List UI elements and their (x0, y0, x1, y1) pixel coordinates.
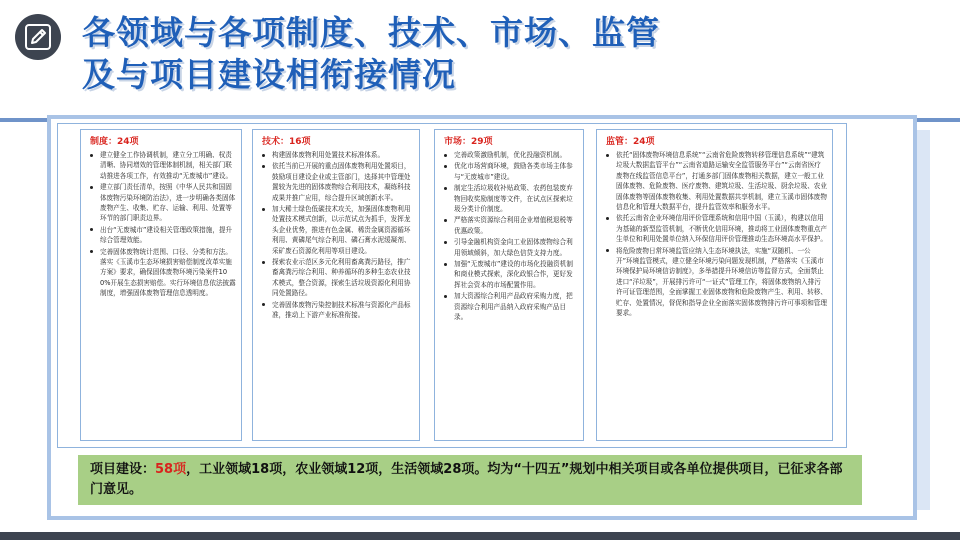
list-item: 优化市场营商环境，鼓励各类市场主体参与“无废城市”建设。 (440, 161, 578, 182)
list-item: 建立部门责任清单，按照《中华人民共和国固体废物污染环境防治法》，进一步明确各类固体废物产生、收集、贮存、运输、利用、处置等环节的部门职责边界。 (86, 182, 236, 224)
pencil-icon (24, 23, 52, 51)
summary-text: ，工业领域18项，农业领域12项，生活领域28项。均为“十四五”规划中相关项目或各单位提供项目，已征求各部门意见。 (90, 462, 843, 497)
list-item: 将危险废物日常环境监管应纳入生态环境执法，实施“双随机、一公开”环境监管模式，建立健全环境污染问题发现机制，严格落实《玉溪市环境保护局环境信访制度》，多举措提升环境信访等监督方式，全面禁止进口“洋垃圾”，开展排污许可“一证式”管理工作，将固体废物纳入排污许可证管理范围，全面掌握工业固体废物和危险废物产生、利用、转移、贮存、处置情况，督促和指导企业全面落实固体废物排污许可事项和管理要求。 (602, 246, 827, 319)
column-heading: 监管：24项 (606, 137, 655, 147)
list-item: 加强“无废城市”建设的市场化投融资机制和商业模式探索，深化政银合作，更好发挥社会资本的市场配置作用。 (440, 259, 578, 290)
column-technology (252, 129, 420, 441)
bottom-bar (0, 532, 960, 540)
list-item: 探索农业示范区多元化利用畜禽粪污路径，推广畜禽粪污综合利用、种养循环的多种生态农业技术模式，整合资源，探索生活垃圾资源化利用协同处置路径。 (258, 257, 414, 299)
list-item: 构建固体废物利用处置技术标准体系。 (258, 150, 414, 160)
list-item: 建立健全工作协调机制，建立分工明确、权责清晰、协同增效的管理体制机制，相关部门联动推进各项工作，有效推动“无废城市”建设。 (86, 150, 236, 181)
list-item: 完善固体废物统计范围、口径、分类和方法。落实《玉溪市生态环境损害赔偿制度改革实施方案》要求，确保固体废物环境污染案件100%开展生态损害赔偿。实行环境信息依法披露制度，增强固体废物管理信息透明度。 (86, 247, 236, 299)
list-item: 出台“无废城市”建设相关管理政策措施，提升综合管理效能。 (86, 225, 236, 246)
list-item: 严格落实资源综合利用企业增值税退税等优惠政策。 (440, 215, 578, 236)
list-item: 制定生活垃圾收补贴政策、农药包装废弃物回收奖励制度等文件，在试点区探索垃圾分类计价制度。 (440, 183, 578, 214)
summary-count: 58项 (155, 462, 187, 477)
column-heading: 技术：16项 (262, 137, 311, 147)
column-supervision (596, 129, 833, 441)
column-list (258, 150, 414, 321)
list-item: 完善政策激励机制，优化投融资机制。 (440, 150, 578, 160)
title-line-1: 各领域与各项制度、技术、市场、监管 (82, 13, 660, 52)
summary-box (78, 455, 862, 505)
column-list (86, 150, 236, 299)
page-title (82, 12, 660, 96)
column-list (440, 150, 578, 323)
column-heading: 市场：29项 (444, 137, 493, 147)
list-item: 加大稀土绿色低碳技术攻关，加强固体废物利用处置技术模式创新，以示范试点为抓手，发挥龙头企业优势，推进有色金属、稀贵金属资源循环利用、黄磷尾气综合利用、磷石膏水泥缓凝剂、采矿废石资源化利用等项目建设。 (258, 204, 414, 256)
list-item: 依托云南省企业环境信用评价管理系统和信用中国（玉溪），构建以信用为基础的新型监管机制，不断优化信用环境，推动将工业固体废物重点产生单位和利用处置单位纳入环保信用评价管理推动生态环境高水平保护。 (602, 213, 827, 244)
title-line-2: 及与项目建设相衔接情况 (82, 55, 456, 94)
pencil-badge (15, 14, 61, 60)
list-item: 引导金融机构资金向工业固体废物综合利用领域倾斜，加大绿色信贷支持力度。 (440, 237, 578, 258)
list-item: 完善固体废物污染控制技术标准与资源化产品标准，推动上下游产业标准衔接。 (258, 300, 414, 321)
column-list (602, 150, 827, 319)
column-market (434, 129, 584, 441)
list-item: 加大资源综合利用产品政府采购力度，把资源综合利用产品纳入政府采购产品目录。 (440, 291, 578, 322)
summary-prefix: 项目建设： (90, 462, 156, 477)
column-system (80, 129, 242, 441)
column-heading: 制度：24项 (90, 137, 139, 147)
list-item: 依托当前已开展的重点固体废物利用处置项目，鼓励项目建设企业或主管部门，选择其中管理处置较为先进的固体废物综合利用技术，凝练科技成果并推广应用，综合提升区域创新水平。 (258, 161, 414, 203)
list-item: 依托“固体废物环境信息系统”“云南省危险废物转移管理信息系统”“建筑垃圾大数据监管平台”“云南省道路运输安全监管服务平台”“云南省医疗废物在线监管信息平台”，打通多部门固体废物相关数据，建立一般工业固体废物、危险废物、医疗废物、建筑垃圾、生活垃圾、厨余垃圾、农业固体废物等固体废物收集、利用处置数据共享机制，建立玉溪市固体废物信息化和管理大数据平台，提升监管效率和服务水平。 (602, 150, 827, 212)
